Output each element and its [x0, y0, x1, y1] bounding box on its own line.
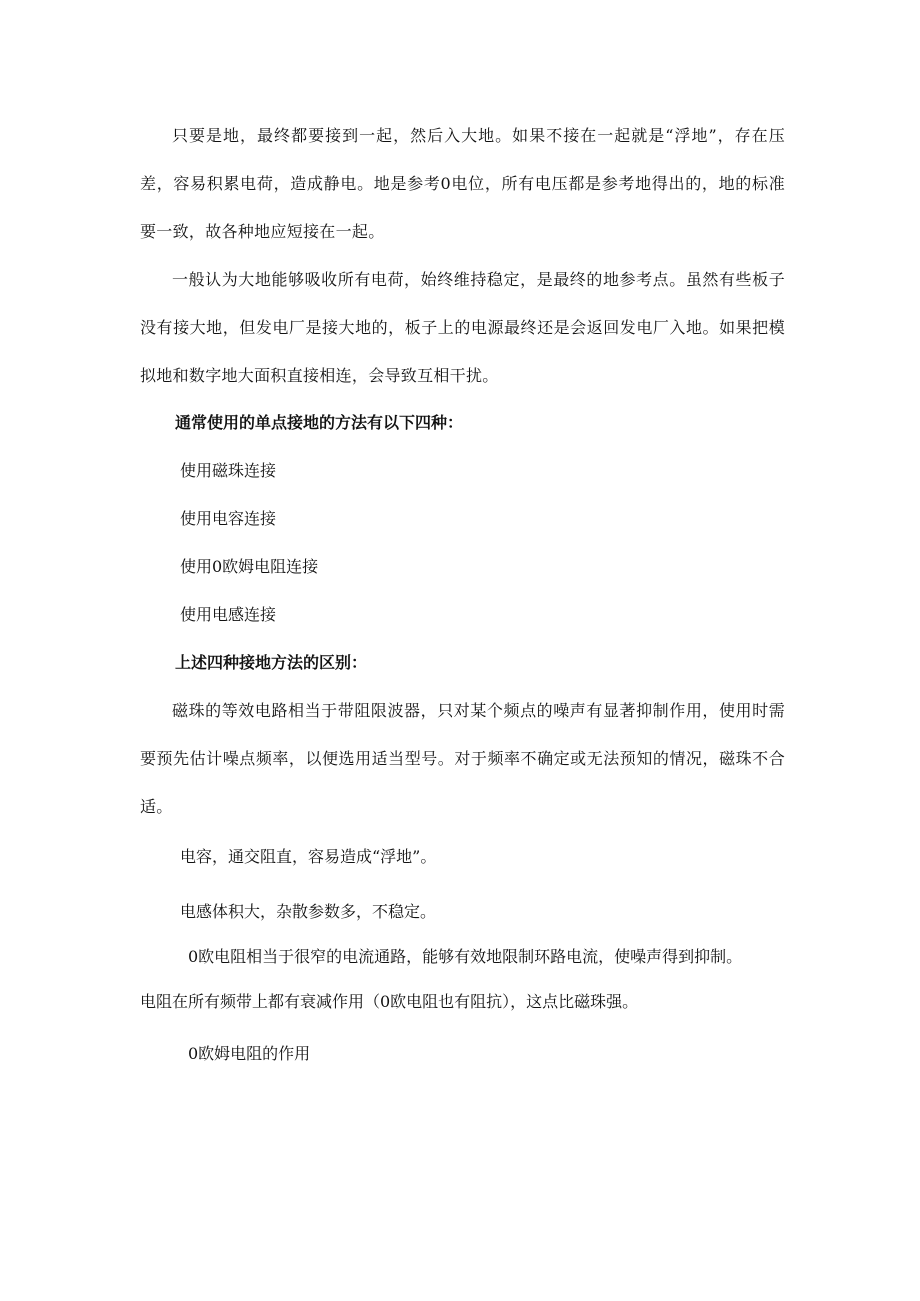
paragraph-zero-ohm-line1: 0欧电阻相当于很窄的电流通路，能够有效地限制环路电流，使噪声得到抑制。 — [188, 947, 743, 966]
heading-single-point-methods: 通常使用的单点接地的方法有以下四种： — [175, 413, 464, 432]
paragraph-capacitor: 电容，通交阻直，容易造成“浮地”。 — [180, 847, 437, 866]
method-item-zero-ohm: 使用0欧姆电阻连接 — [180, 557, 319, 576]
method-item-bead: 使用磁珠连接 — [180, 461, 277, 480]
paragraph-earth-reference: 一般认为大地能够吸收所有电荷，始终维持稳定，是最终的地参考点。虽然有些板子没有接大地，但发电厂是接大地的，板子上的电源最终还是会返回发电厂入地。如果把模拟地和数字地大面积直接相连，会导致互相干扰。 — [140, 270, 785, 385]
method-item-inductor: 使用电感连接 — [180, 605, 277, 624]
method-item-capacitor: 使用电容连接 — [180, 509, 277, 528]
paragraph-floating-ground: 只要是地，最终都要接到一起，然后入大地。如果不接在一起就是“浮地”，存在压差，容易积累电荷，造成静电。地是参考0电位，所有电压都是参考地得出的，地的标准要一致，故各种地应短接在一起。 — [140, 126, 785, 241]
paragraph-inductor: 电感体积大，杂散参数多，不稳定。 — [180, 902, 437, 921]
paragraph-ferrite-bead: 磁珠的等效电路相当于带阻限波器，只对某个频点的噪声有显著抑制作用，使用时需要预先估计噪点频率，以便选用适当型号。对于频率不确定或无法预知的情况，磁珠不合适。 — [140, 701, 785, 816]
heading-differences: 上述四种接地方法的区别： — [175, 653, 368, 672]
heading-zero-ohm-function: 0欧姆电阻的作用 — [188, 1044, 311, 1063]
paragraph-zero-ohm-line2: 电阻在所有频带上都有衰减作用（0欧电阻也有阻抗），这点比磁珠强。 — [140, 992, 639, 1011]
